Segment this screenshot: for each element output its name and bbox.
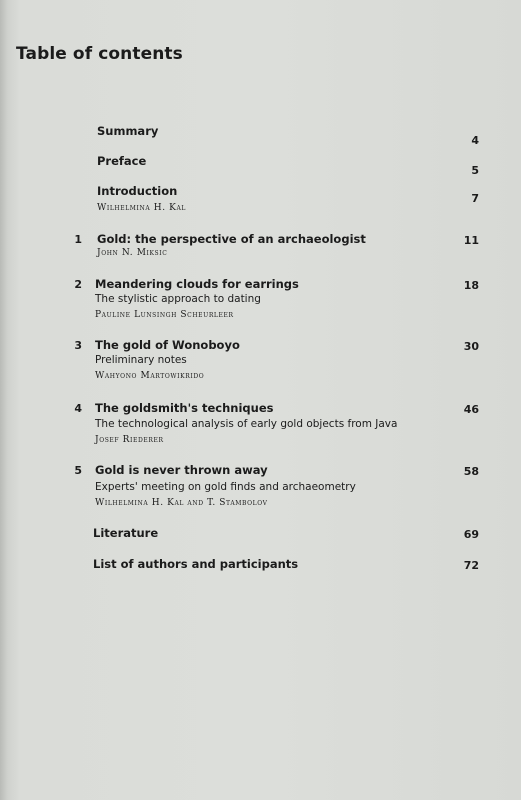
entry-title: The gold of Wonoboyo xyxy=(95,338,240,352)
entry-page: 18 xyxy=(463,279,479,292)
page-title: Table of contents xyxy=(16,44,183,64)
entry-author: Wahyono Martowikrido xyxy=(95,371,205,381)
entry-author: Wilhelmina H. Kal xyxy=(97,203,186,213)
entry-author: Wilhelmina H. Kal and T. Stambolov xyxy=(95,498,268,508)
entry-title: Literature xyxy=(93,526,159,540)
entry-title: Meandering clouds for earrings xyxy=(95,277,299,291)
entry-title: Preface xyxy=(97,154,147,168)
entry-title: Summary xyxy=(97,124,159,138)
chapter-number: 2 xyxy=(74,278,82,291)
entry-subtitle: The stylistic approach to dating xyxy=(95,293,261,305)
entry-title: List of authors and participants xyxy=(93,557,299,571)
entry-subtitle: Experts' meeting on gold finds and archaeometry xyxy=(95,481,356,493)
entry-page: 30 xyxy=(463,340,479,353)
entry-title: Gold is never thrown away xyxy=(95,463,268,477)
entry-page: 72 xyxy=(463,559,479,572)
chapter-number: 5 xyxy=(74,464,82,477)
entry-page: 69 xyxy=(463,528,479,541)
entry-page: 46 xyxy=(463,403,479,416)
chapter-number: 1 xyxy=(74,233,82,246)
chapter-number: 3 xyxy=(74,339,82,352)
entry-subtitle: The technological analysis of early gold objects from Java xyxy=(95,418,398,430)
entry-page: 5 xyxy=(471,164,479,177)
entry-author: Pauline Lunsingh Scheurleer xyxy=(95,310,234,320)
entry-page: 58 xyxy=(463,465,479,478)
entry-page: 4 xyxy=(471,134,479,147)
entry-title: Introduction xyxy=(97,184,178,198)
entry-page: 7 xyxy=(471,192,479,205)
entry-subtitle: Preliminary notes xyxy=(95,354,187,366)
entry-page: 11 xyxy=(463,234,479,247)
chapter-number: 4 xyxy=(74,402,82,415)
entry-author: Josef Riederer xyxy=(95,435,164,445)
entry-title: The goldsmith's techniques xyxy=(95,401,274,415)
entry-author: John N. Miksic xyxy=(97,248,168,258)
entry-title: Gold: the perspective of an archaeologist xyxy=(97,232,366,246)
